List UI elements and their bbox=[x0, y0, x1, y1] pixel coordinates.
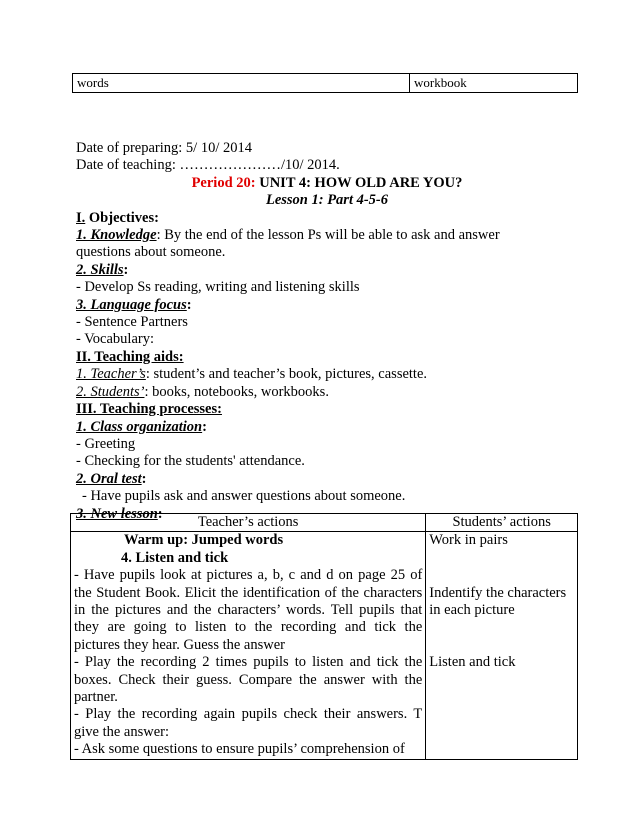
teaching-actions-table bbox=[70, 513, 578, 760]
spacer bbox=[429, 567, 574, 584]
oral-test-item: - Have pupils ask and answer questions about someone. bbox=[82, 488, 406, 505]
students-aids-label: 2. Students’ bbox=[76, 383, 145, 400]
skills-heading bbox=[76, 262, 578, 279]
date-preparing: Date of preparing: 5/ 10/ 2014 bbox=[76, 140, 252, 156]
objectives-num: I. bbox=[76, 209, 86, 226]
list-item: - Greeting bbox=[76, 435, 136, 452]
class-org-heading bbox=[76, 419, 578, 436]
table-cell: workbook bbox=[410, 74, 578, 93]
language-focus-label: 3. Language focus bbox=[76, 296, 187, 313]
knowledge-text: : By the end of the lesson Ps will be able to ask and answer bbox=[156, 227, 500, 244]
teacher-aids bbox=[76, 366, 578, 383]
list-item: - Checking for the students' attendance. bbox=[76, 453, 305, 470]
teacher-step: - Have pupils look at pictures a, b, c and d on page 25 of the Student Book. Elicit the identification of the characters in the pictures and the characters’ words. Tell pupils that they are going to listen to the recording and tick the pictures they hear. Guess the answer bbox=[74, 567, 423, 653]
knowledge-line2: questions about someone. bbox=[76, 244, 226, 261]
teacher-step: - Play the recording 2 times pupils to listen and tick the boxes. Check their guess. Compare the answer with the partner. bbox=[74, 654, 423, 706]
spacer bbox=[429, 637, 574, 654]
new-lesson-colon: : bbox=[157, 505, 163, 522]
skills-item: - Develop Ss reading, writing and listening skills bbox=[76, 279, 360, 296]
oral-test-heading bbox=[76, 471, 578, 488]
class-org-label: 1. Class organization bbox=[76, 418, 203, 435]
lesson-title: Lesson 1: Part 4-5-6 bbox=[265, 192, 389, 209]
objectives-heading bbox=[76, 210, 578, 227]
spacer bbox=[429, 550, 574, 567]
objectives-label: Objectives bbox=[85, 209, 155, 226]
list-item: - Sentence Partners bbox=[76, 314, 188, 331]
teacher-aids-label: 1. Teacher’s bbox=[76, 366, 146, 383]
knowledge-line1 bbox=[76, 227, 578, 244]
header-teacher-actions: Teacher’s actions bbox=[71, 514, 426, 532]
student-step: Listen and tick bbox=[429, 654, 516, 671]
table-row bbox=[71, 532, 578, 759]
new-lesson-label: 3. New lesson bbox=[76, 505, 158, 522]
objectives-colon: : bbox=[154, 209, 159, 226]
skills-colon: : bbox=[123, 261, 129, 278]
table-header-row bbox=[71, 514, 578, 532]
language-focus-heading bbox=[76, 297, 578, 314]
lesson-plan-body bbox=[76, 140, 578, 523]
spacer bbox=[429, 619, 574, 636]
skills-label: 2. Skills bbox=[76, 261, 124, 278]
oral-test-colon: : bbox=[141, 470, 147, 487]
top-table bbox=[72, 73, 578, 93]
period-label: Period 20: bbox=[191, 174, 256, 191]
students-aids bbox=[76, 384, 578, 401]
unit-title: UNIT 4: HOW OLD ARE YOU? bbox=[255, 174, 463, 191]
students-actions-cell bbox=[426, 532, 578, 759]
teaching-processes-heading: III. Teaching processes: bbox=[76, 401, 222, 418]
header-students-actions: Students’ actions bbox=[426, 514, 578, 532]
student-step: Work in pairs bbox=[429, 532, 508, 549]
table-row bbox=[73, 74, 578, 93]
oral-test-label: 2. Oral test bbox=[76, 470, 142, 487]
teacher-step: - Play the recording again pupils check their answers. T give the answer: bbox=[74, 706, 423, 740]
page-title bbox=[76, 175, 578, 192]
language-focus-colon: : bbox=[186, 296, 192, 313]
table-cell: words bbox=[73, 74, 410, 93]
date-teaching: Date of teaching: …………………/10/ 2014. bbox=[76, 157, 340, 174]
teaching-aids-heading: II. Teaching aids: bbox=[76, 348, 184, 365]
class-org-colon: : bbox=[202, 418, 207, 435]
students-aids-text: : books, notebooks, workbooks. bbox=[144, 383, 329, 400]
knowledge-label: 1. Knowledge bbox=[76, 227, 157, 244]
list-item: - Vocabulary: bbox=[76, 331, 154, 348]
warm-up-heading: Warm up: Jumped words bbox=[124, 532, 284, 549]
student-step: Indentify the characters in each picture bbox=[429, 584, 567, 618]
teacher-step: - Ask some questions to ensure pupils’ comprehension of bbox=[74, 741, 405, 758]
listen-tick-heading: 4. Listen and tick bbox=[121, 549, 229, 566]
teacher-actions-cell bbox=[71, 532, 426, 759]
teacher-aids-text: : student’s and teacher’s book, pictures, cassette. bbox=[145, 366, 428, 383]
